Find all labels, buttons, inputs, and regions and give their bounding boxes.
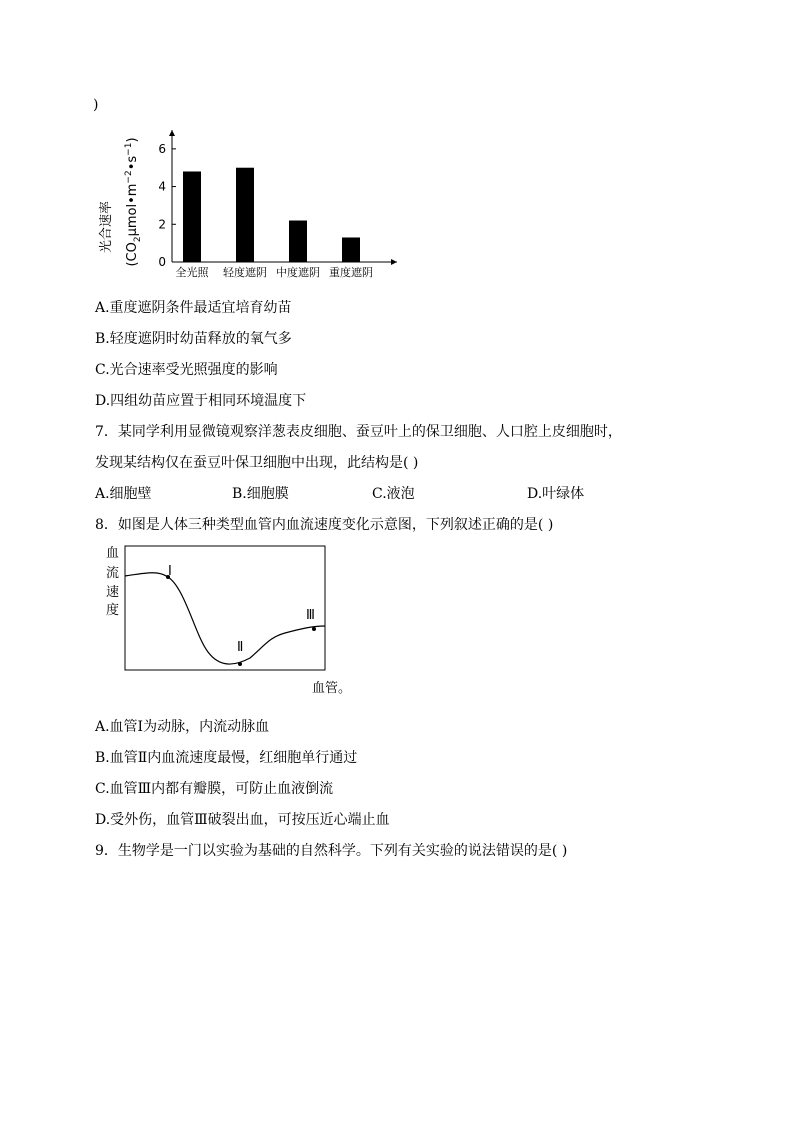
- bar-chart: [90, 122, 410, 282]
- x-tick-label-3: 中度遮阴: [276, 266, 320, 279]
- q7-text-line1: 7．某同学利用显微镜观察洋葱表皮细胞、蚕豆叶上的保卫细胞、人口腔上皮细胞时，: [95, 424, 622, 440]
- y-axis-title: [98, 137, 143, 266]
- q6-option-c: C.光合速率受光照强度的影响: [95, 362, 278, 378]
- label-vessel-1: Ⅰ: [168, 564, 172, 579]
- label-vessel-3: Ⅲ: [306, 608, 315, 623]
- q6-option-a: A.重度遮阴条件最适宜培育幼苗: [95, 300, 292, 316]
- y-ticks: [158, 142, 176, 269]
- q8-option-a: A.血管Ⅰ为动脉，内流动脉血: [95, 719, 270, 735]
- question-fragment: ): [93, 97, 99, 113]
- y-tick-label-1: 2: [158, 217, 166, 232]
- x-tick-labels: [176, 265, 374, 279]
- bar-1: [183, 171, 201, 262]
- diagram-ylabel-char-4: 度: [106, 603, 120, 618]
- q7-option-a: A.细胞壁: [95, 486, 152, 502]
- y-axis-label: 光合速率: [99, 200, 114, 254]
- point-vessel-3: [312, 627, 316, 631]
- q6-option-d: D.四组幼苗应置于相同环境温度下: [95, 393, 307, 409]
- blood-flow-diagram: [100, 540, 370, 700]
- q8-option-b: B.血管Ⅱ内血流速度最慢，红细胞单行通过: [95, 750, 358, 766]
- diagram-ylabel-char-1: 血: [106, 546, 120, 561]
- diagram-frame: [125, 546, 325, 670]
- q9-text: 9．生物学是一门以实验为基础的自然科学。下列有关实验的说法错误的是( ): [95, 843, 568, 859]
- q7-option-c: C.液泡: [372, 486, 415, 502]
- bar-3: [289, 221, 307, 262]
- q7-text-line2: 发现某结构仅在蚕豆叶保卫细胞中出现，此结构是( ): [95, 455, 419, 471]
- q8-option-d: D.受外伤，血管Ⅲ破裂出血，可按压近心端止血: [95, 812, 390, 828]
- flow-speed-curve: [125, 573, 325, 664]
- y-tick-label-3: 6: [158, 141, 166, 156]
- y-tick-label-2: 4: [158, 179, 166, 194]
- bar-2: [236, 168, 254, 262]
- x-tick-label-2: 轻度遮阴: [223, 266, 267, 279]
- diagram-ylabel-char-3: 速: [106, 585, 120, 600]
- diagram-ylabel-char-2: 流: [106, 566, 120, 581]
- bars: [183, 168, 360, 262]
- bar-4: [342, 237, 360, 262]
- q8-option-c: C.血管Ⅲ内都有瓣膜，可防止血液倒流: [95, 781, 334, 797]
- y-tick-label-0: 0: [158, 255, 166, 269]
- x-axis-arrow: [391, 259, 397, 265]
- q7-option-d: D.叶绿体: [527, 486, 585, 502]
- q6-option-b: B.轻度遮阴时幼苗释放的氧气多: [95, 331, 292, 347]
- y-axis-unit: $(CO_2\mu mol•m^{-2}•s^{-1})$: [124, 137, 143, 267]
- y-axis-arrow: [169, 130, 175, 136]
- x-tick-label-4: 重度遮阴: [329, 266, 373, 279]
- chart-axes: [169, 130, 397, 265]
- x-tick-label-1: 全光照: [175, 266, 209, 279]
- q8-text: 8．如图是人体三种类型血管内血流速度变化示意图，下列叙述正确的是( ): [95, 517, 554, 533]
- label-vessel-2: Ⅱ: [237, 640, 244, 655]
- q7-option-b: B.细胞膜: [232, 486, 289, 502]
- diagram-xlabel: 血管。: [312, 681, 352, 696]
- point-vessel-2: [238, 662, 242, 666]
